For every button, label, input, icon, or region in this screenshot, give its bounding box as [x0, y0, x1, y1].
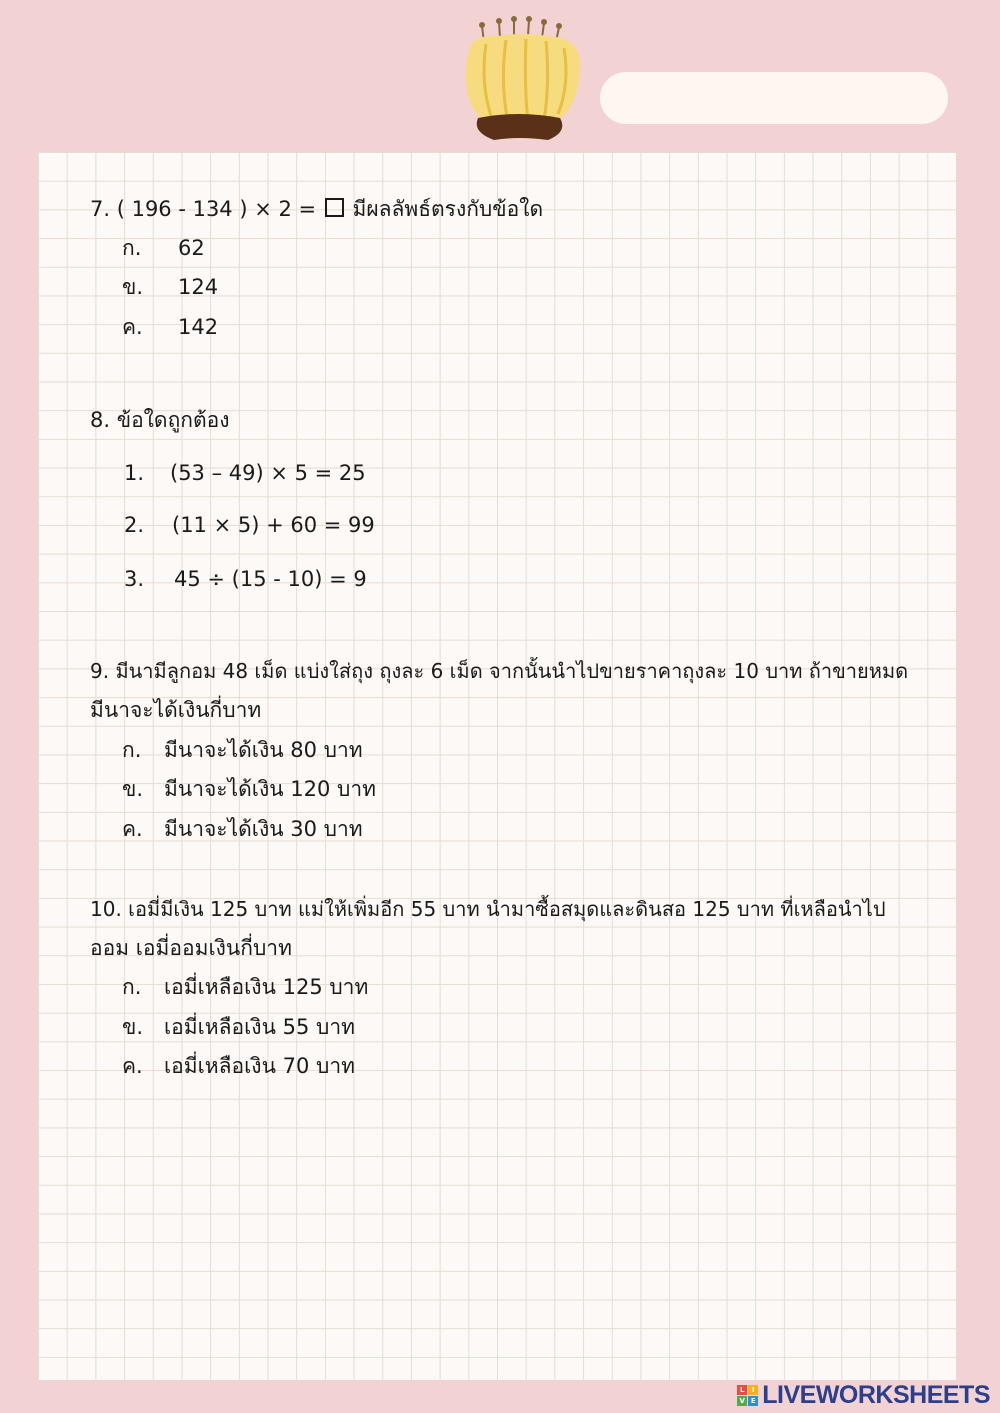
q7-option-a-label: ก. — [122, 236, 142, 260]
q9-option-c-text: มีนาจะได้เงิน 30 บาท — [164, 817, 363, 841]
question-10-line-2: ออม เอมี่ออมเงินกี่บาท — [90, 936, 292, 960]
q10-option-a-text: เอมี่เหลือเงิน 125 บาท — [164, 975, 369, 999]
q7-option-b-text: 124 — [178, 275, 219, 299]
q9-option-b-label: ข. — [122, 777, 144, 801]
logo-badge-letter: I — [748, 1385, 758, 1395]
liveworksheets-logo[interactable] — [737, 1380, 990, 1409]
q10-option-a-label: ก. — [122, 975, 142, 999]
question-7 — [90, 196, 543, 222]
q7-option-b-label: ข. — [122, 275, 144, 299]
q9-option-c-label: ค. — [122, 817, 143, 841]
q7-option-c-text: 142 — [178, 315, 219, 339]
answer-box-icon — [325, 198, 344, 217]
q10-option-b-text: เอมี่เหลือเงิน 55 บาท — [164, 1015, 355, 1039]
q9-option-a-text: มีนาจะได้เงิน 80 บาท — [164, 738, 363, 762]
question-9-line-2: มีนาจะได้เงินกี่บาท — [90, 698, 262, 722]
logo-badge-letter: L — [737, 1385, 747, 1395]
q10-option-c-text: เอมี่เหลือเงิน 70 บาท — [164, 1054, 355, 1078]
q10-option-c-label: ค. — [122, 1054, 143, 1078]
q10-option-b-label: ข. — [122, 1015, 144, 1039]
q9-option-a-label: ก. — [122, 738, 142, 762]
flower-decoration — [448, 14, 598, 144]
logo-badge-letter: E — [748, 1396, 758, 1406]
question-7-lead: 7. ( 196 - 134 ) × 2 = — [90, 197, 317, 221]
cloud-decoration — [600, 72, 948, 124]
q9-option-b-text: มีนาจะได้เงิน 120 บาท — [164, 777, 376, 801]
logo-badge-icon — [737, 1385, 758, 1406]
logo-badge-letter: V — [737, 1396, 747, 1406]
q8-option-2-label: 2. — [124, 513, 145, 537]
logo-text: LIVEWORKSHEETS — [762, 1380, 990, 1409]
q8-option-3-text: 45 ÷ (15 - 10) = 9 — [174, 567, 367, 591]
q8-option-2-text: (11 × 5) + 60 = 99 — [172, 513, 375, 537]
q8-option-1-label: 1. — [124, 461, 145, 485]
q7-option-a-text: 62 — [178, 236, 205, 260]
q7-option-c-label: ค. — [122, 315, 143, 339]
q8-option-1-text: (53 – 49) × 5 = 25 — [170, 461, 366, 485]
grid-paper — [38, 152, 956, 1380]
question-7-tail: มีผลลัพธ์ตรงกับข้อใด — [352, 197, 544, 221]
question-10-line-1: 10. เอมี่มีเงิน 125 บาท แม่ให้เพิ่มอีก 55 บาท นำมาซื้อสมุดและดินสอ 125 บาท ที่เหลือนำไป — [90, 897, 886, 921]
q8-option-3-label: 3. — [124, 567, 145, 591]
question-9-line-1: 9. มีนามีลูกอม 48 เม็ด แบ่งใส่ถุง ถุงละ 6 เม็ด จากนั้นนำไปขายราคาถุงละ 10 บาท ถ้าขายหมด — [90, 659, 909, 683]
question-8: 8. ข้อใดถูกต้อง — [90, 408, 230, 432]
